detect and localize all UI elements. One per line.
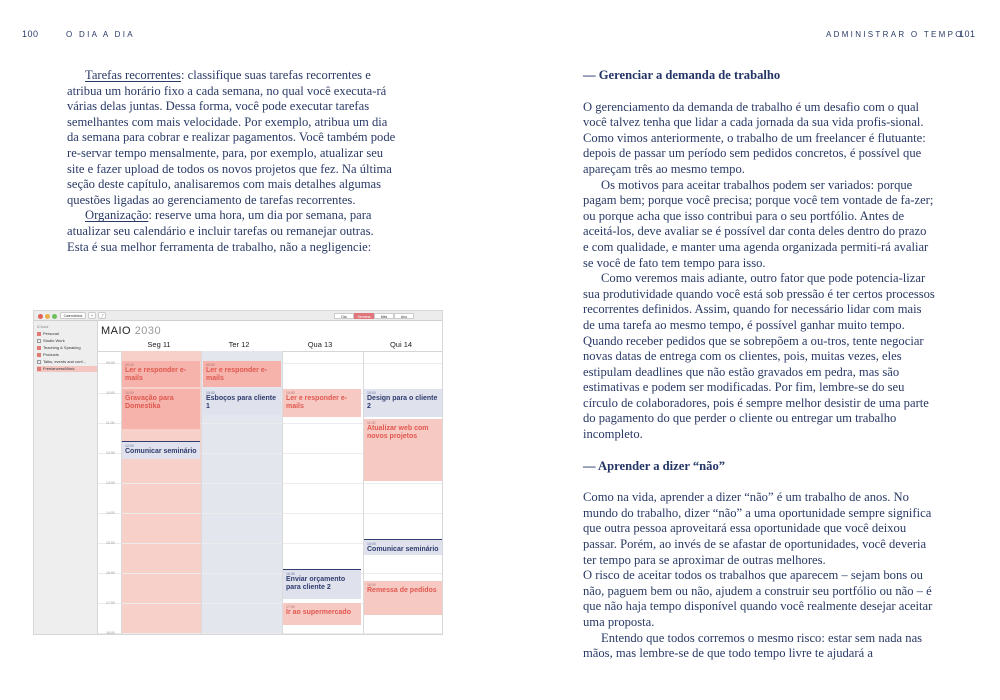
day-header-wed: Qua 13 bbox=[307, 340, 333, 349]
running-head-right: ADMINISTRAR O TEMPO bbox=[826, 30, 964, 39]
close-dot-icon bbox=[38, 314, 43, 319]
sidebar-item-products: Products bbox=[37, 352, 97, 358]
right-body-text bbox=[583, 68, 935, 662]
hour-label: 11:00 bbox=[106, 421, 115, 425]
right-page bbox=[500, 0, 1000, 700]
left-body-text bbox=[67, 68, 397, 255]
hour-line bbox=[98, 573, 443, 574]
year: 2030 bbox=[134, 325, 162, 337]
minimize-dot-icon bbox=[45, 314, 50, 319]
checkbox-icon bbox=[37, 332, 41, 336]
calendar-sidebar bbox=[34, 321, 98, 635]
event-mon-emails: 09:00 Ler e responder e-mails bbox=[122, 361, 200, 387]
recurring-tasks-text: : classifique suas tarefas recorrentes e atribua um horário fixo a cada semana, no qual você executa-rá várias delas juntas. Dessa forma, você pode executar tarefas semelhantes com mais velocidade. Por exemplo, atribua um dia da semana para cobrar e realizar pagamentos. Você também pode re-servar tempo mensalmente, para, por exemplo, atualizar seu site e fazer upload de todos os novos projetos que fez. Na última seção deste capítulo, analisaremos com mais detalhes algumas questões ligadas ao gerenciamento de tarefas recorrentes. bbox=[67, 68, 396, 207]
hour-label: 15:00 bbox=[106, 541, 115, 545]
calendar-month bbox=[101, 325, 161, 337]
hour-label: 10:00 bbox=[106, 391, 115, 395]
hour-line bbox=[98, 633, 443, 634]
view-week: Semana bbox=[354, 313, 374, 319]
column-divider bbox=[201, 351, 202, 635]
sidebar-item-talks: Talks, events and conf... bbox=[37, 359, 97, 365]
heading-work-demand: — Gerenciar a demanda de trabalho bbox=[583, 68, 781, 82]
checkbox-icon bbox=[37, 353, 41, 357]
add-event-button: + bbox=[88, 312, 96, 319]
event-thu-shipping: 16:00 Remessa de pedidos bbox=[364, 581, 443, 615]
event-thu-design: 10:00 Design para o cliente 2 bbox=[364, 389, 443, 417]
hour-label: 12:00 bbox=[106, 451, 115, 455]
event-wed-emails: 10:00 Ler e responder e-mails bbox=[283, 389, 361, 417]
paragraph-demand-2: Os motivos para aceitar trabalhos podem ser variados: porque pagam bem; porque você precisa; porque você tem vontade de fa-zer; ou porque acha que isso contribui para o seu portfólio. Antes de aceitá-los, deve avaliar se é possível dar conta deles dentro do prazo e com qualidade, e manter uma agenda organizada permiti-rá avaliar se você de fato tem tempo para isso. bbox=[583, 177, 934, 270]
event-mon-seminar: 12:00 Comunicar seminário bbox=[122, 441, 200, 459]
paragraph-demand-1: O gerenciamento da demanda de trabalho é um desafio com o qual você talvez tenha que lidar a cada jornada da sua vida profis-sional. Como vimos anteriormente, o trabalho de um freelancer é flutuante: depois de passar um período sem pedidos concretos, é possível que apareçam três ao mesmo tempo. bbox=[583, 99, 926, 176]
spacer bbox=[583, 443, 935, 459]
day-header-mon: Seg 11 bbox=[147, 340, 171, 349]
sidebar-item-teaching: Teaching & Speaking bbox=[37, 345, 97, 351]
spacer bbox=[583, 474, 935, 490]
event-wed-supermarket: 17:00 Ir ao supermercado bbox=[283, 603, 361, 625]
hour-line bbox=[98, 483, 443, 484]
running-head-left: O DIA A DIA bbox=[66, 30, 135, 39]
sidebar-item-freelancers: Freelancers/Work bbox=[37, 366, 97, 372]
paragraph-say-no-1: Como na vida, aprender a dizer “não” é um trabalho de anos. No mundo do trabalho, dizer “não” a uma oportunidade sempre significa que outra pessoa aproveitará essa oportunidade que você deixou passar. Porém, ao invés de se afastar de oportunidades, você deveria ter tempo para se aproximar de outras melhores. bbox=[583, 490, 932, 567]
calendar-screenshot bbox=[33, 310, 443, 635]
day-header-tue: Ter 12 bbox=[228, 340, 250, 349]
hour-label: 16:00 bbox=[106, 571, 115, 575]
paragraph-recurring-tasks bbox=[67, 68, 397, 208]
zoom-dot-icon bbox=[52, 314, 57, 319]
checkbox-icon bbox=[37, 339, 41, 343]
term-recurring-tasks: Tarefas recorrentes bbox=[85, 68, 181, 82]
view-year: Ano bbox=[394, 313, 414, 319]
heading-say-no: — Aprender a dizer “não” bbox=[583, 458, 726, 473]
day-header-thu: Qui 14 bbox=[389, 340, 413, 349]
event-thu-web: 11:00 Atualizar web com novos projetos bbox=[364, 419, 443, 481]
calendar-toolbar bbox=[34, 311, 443, 321]
hour-label: 13:00 bbox=[106, 481, 115, 485]
hour-label: 09:00 bbox=[106, 361, 115, 365]
checkbox-icon bbox=[37, 346, 41, 350]
page-number-right: 101 bbox=[959, 29, 976, 39]
paragraph-say-no-2: O risco de aceitar todos os trabalhos que aparecem – sejam bons ou não, paguem bem ou não, ajudem a construir seu portfólio ou não – é que não haja tempo disponível quando você realmente desejar aceitar uma proposta. bbox=[583, 568, 933, 629]
spacer bbox=[583, 84, 935, 100]
calendars-button: Calendários bbox=[60, 312, 86, 319]
sidebar-header: iCloud bbox=[37, 324, 49, 329]
event-mon-domestika: 10:00 Gravação para Domestika bbox=[122, 389, 200, 429]
hour-label: 17:00 bbox=[106, 601, 115, 605]
hour-label: 18:00 bbox=[106, 631, 115, 635]
event-tue-emails: 09:00 Ler e responder e-mails bbox=[203, 361, 281, 387]
checkbox-icon bbox=[37, 367, 41, 371]
organization-text: : reserve uma hora, um dia por semana, para atualizar seu calendário e incluir tarefas ou remanejar outras. Esta é sua melhor ferramenta de trabalho, não a negligencie: bbox=[67, 208, 374, 254]
view-day: Dia bbox=[334, 313, 354, 319]
paragraph-demand-3: Como veremos mais adiante, outro fator que pode potencia-lizar sua produtividade quando você está sob pressão é ter certos processos recorrentes definidos. Assim, quando for necessário lidar com mais de uma tarefa ao mesmo tempo, é possível ganhar muito tempo. Quando receber pedidos que se sobrepõem a ou-tros, tente negociar novas datas de entrega com os clientes, pois, muitas vezes, eles estipulam deadlines que não estão gravados em pedra, mas são estimativas e podem ser modificadas. Por fim, lembre-se do seu círculo de colaboradores, pois é sempre melhor desistir de uma parte do pagamento do que perder o cliente ou entregar um trabalho incompleto. bbox=[583, 271, 935, 442]
sidebar-item-studio-work: Studio Work bbox=[37, 338, 97, 344]
event-wed-quote: 16:30 Enviar orçamento para cliente 2 bbox=[283, 569, 361, 599]
page-number-left: 100 bbox=[22, 29, 39, 39]
event-tue-sketches: 10:00 Esboços para cliente 1 bbox=[203, 389, 281, 415]
paragraph-say-no-3: Entendo que todos corremos o mesmo risco: estar sem nada nas mãos, mas lembre-se de que todo tempo livre te ajudará a bbox=[583, 630, 923, 661]
view-month: Mês bbox=[374, 313, 394, 319]
share-icon: ⤴ bbox=[98, 312, 106, 319]
month-name: MAIO bbox=[101, 325, 132, 337]
term-organization: Organização bbox=[85, 208, 149, 223]
sidebar-item-personal: Personal bbox=[37, 331, 97, 337]
hour-line bbox=[98, 513, 443, 514]
paragraph-organization bbox=[67, 208, 397, 255]
hour-label: 14:00 bbox=[106, 511, 115, 515]
event-thu-seminar: 14:00 Comunicar seminário bbox=[364, 539, 443, 555]
checkbox-icon bbox=[37, 360, 41, 364]
